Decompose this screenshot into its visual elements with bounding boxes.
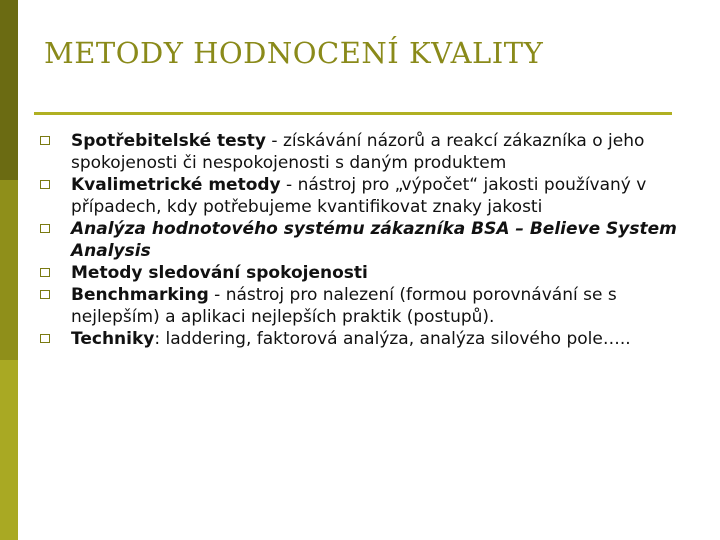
list-item [40, 174, 690, 218]
list-item [40, 284, 690, 328]
list-item [40, 262, 690, 284]
list-item-bold: Metody sledování spokojenosti [71, 263, 368, 283]
slide-title: METODY HODNOCENÍ KVALITY [44, 36, 544, 70]
list-item-bold: Spotřebitelské testy [71, 131, 267, 151]
hollow-square-bullet-icon [40, 268, 50, 277]
list-item-rest: - nástroj pro nalezení (formou porovnávání se s nejlepším) a aplikaci nejlepších praktik (postupů). [71, 285, 617, 327]
hollow-square-bullet-icon [40, 180, 50, 189]
list-item-text [71, 262, 368, 284]
sidebar-segment-mid [0, 180, 18, 360]
list-item-rest: - získávání názorů a reakcí zákazníka o jeho spokojenosti či nespokojenosti s daným produktem [71, 131, 645, 173]
list-item-bold: Kvalimetrické metody [71, 175, 281, 195]
list-item-bold: Benchmarking [71, 285, 209, 305]
list-item [40, 130, 690, 174]
title-divider [34, 112, 672, 115]
hollow-square-bullet-icon [40, 224, 50, 233]
list-item-text [71, 218, 690, 262]
hollow-square-bullet-icon [40, 334, 50, 343]
sidebar-accent-bar [0, 0, 18, 540]
list-item-bold-italic: Analýza hodnotového systému zákazníka BSA – Believe System Analysis [71, 219, 677, 261]
hollow-square-bullet-icon [40, 290, 50, 299]
sidebar-segment-dark [0, 0, 18, 180]
list-item-rest: - nástroj pro „výpočet“ jakosti používaný v případech, kdy potřebujeme kvantifikovat znaky jakosti [71, 175, 647, 217]
hollow-square-bullet-icon [40, 136, 50, 145]
list-item-text [71, 328, 631, 350]
list-item-bold: Techniky [71, 329, 155, 349]
list-item [40, 218, 690, 262]
sidebar-segment-light [0, 360, 18, 540]
bullet-list [40, 130, 690, 350]
list-item [40, 328, 690, 350]
list-item-text [71, 130, 690, 174]
list-item-rest: : laddering, faktorová analýza, analýza silového pole….. [154, 329, 631, 349]
list-item-text [71, 284, 690, 328]
list-item-text [71, 174, 690, 218]
